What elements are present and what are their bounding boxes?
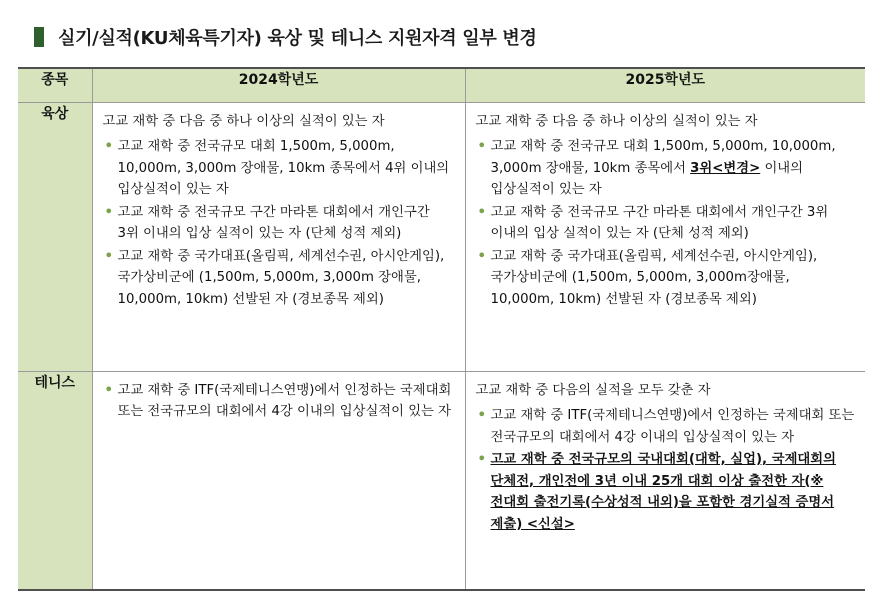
title-marker (34, 27, 44, 47)
tennis-2025-cell (465, 371, 865, 590)
bullet-icon: • (104, 204, 113, 220)
bullet-icon: • (104, 248, 113, 264)
bullet-icon: • (477, 408, 486, 423)
page-title (34, 22, 537, 52)
bullet-icon: • (477, 452, 486, 467)
row-athletics (18, 102, 865, 371)
change-highlight: 3위<변경> (690, 160, 761, 176)
list-item (476, 449, 856, 535)
bullet-icon: • (104, 139, 113, 154)
tennis-2025-intro: 고교 재학 중 다음의 실적을 모두 갖춘 자 (475, 382, 711, 398)
qualification-table (18, 67, 865, 591)
tennis-2024-list (103, 380, 455, 423)
header-row (18, 68, 865, 102)
athletics-2025-intro: 고교 재학 중 다음 중 하나 이상의 실적이 있는 자 (475, 113, 758, 129)
list-item: • 고교 재학 중 전국규모 대회 1,500m, 5,000m, 10,000m, 3,000m 장애물, 10km 종목에서 4위 이내의 입상실적이 있는 자 (103, 136, 455, 201)
bullet-icon: • (477, 139, 486, 154)
list-item: • 고교 재학 중 전국규모 구간 마라톤 대회에서 개인구간 3위 이내의 입상 실적이 있는 자 (단체 성적 제외) (103, 202, 455, 245)
tennis-2025-list (476, 405, 856, 535)
header-2025: 2025학년도 (465, 68, 865, 102)
header-2024: 2024학년도 (92, 68, 465, 102)
athletics-2024-list (103, 136, 455, 310)
list-item: • 고교 재학 중 전국규모 대회 1,500m, 5,000m, 10,000m, 3,000m 장애물, 10km 종목에서 3위<변경> 이내의 입상실적이 있는 자 (476, 136, 856, 201)
row-tennis (18, 371, 865, 590)
list-item: • 고교 재학 중 전국규모 구간 마라톤 대회에서 개인구간 3위 이내의 입상 실적이 있는 자 (단체 성적 제외) (476, 202, 856, 245)
bullet-icon: • (104, 382, 113, 398)
bullet-icon: • (477, 204, 486, 220)
category-athletics: 육상 (18, 102, 92, 371)
new-requirement: 고교 재학 중 전국규모의 국내대회(대학, 실업), 국제대회의 단체전, 개인전에 3년 이내 25개 대회 이상 출전한 자(※ 전대회 출전기록(수상성적 내외)을 포함한 경기실적 증명서 제출) <신설> (490, 452, 836, 532)
header-category: 종목 (18, 68, 92, 102)
athletics-2024-intro: 고교 재학 중 다음 중 하나 이상의 실적이 있는 자 (102, 113, 385, 129)
list-item: • 고교 재학 중 ITF(국제테니스연맹)에서 인정하는 국제대회 또는 전국규모의 대회에서 4강 이내의 입상실적이 있는 자 (476, 405, 856, 448)
list-item: • 고교 재학 중 ITF(국제테니스연맹)에서 인정하는 국제대회 또는 전국규모의 대회에서 4강 이내의 입상실적이 있는 자 (103, 380, 455, 423)
list-item: • 고교 재학 중 국가대표(올림픽, 세계선수권, 아시안게임), 국가상비군에 (1,500m, 5,000m, 3,000m 장애물, 10,000m, 10km) 선발된 자 (경보종목 제외) (103, 246, 455, 311)
title-text: 실기/실적(KU체육특기자) 육상 및 테니스 지원자격 일부 변경 (58, 28, 537, 49)
athletics-2025-cell (465, 102, 865, 371)
athletics-2024-cell (92, 102, 465, 371)
category-tennis: 테니스 (18, 371, 92, 590)
list-item: • 고교 재학 중 국가대표(올림픽, 세계선수권, 아시안게임), 국가상비군에 (1,500m, 5,000m, 3,000m장애물, 10,000m, 10km) 선발된 자 (경보종목 제외) (476, 246, 856, 311)
bullet-icon: • (477, 248, 486, 264)
tennis-2024-cell (92, 371, 465, 590)
athletics-2025-list (476, 136, 856, 310)
